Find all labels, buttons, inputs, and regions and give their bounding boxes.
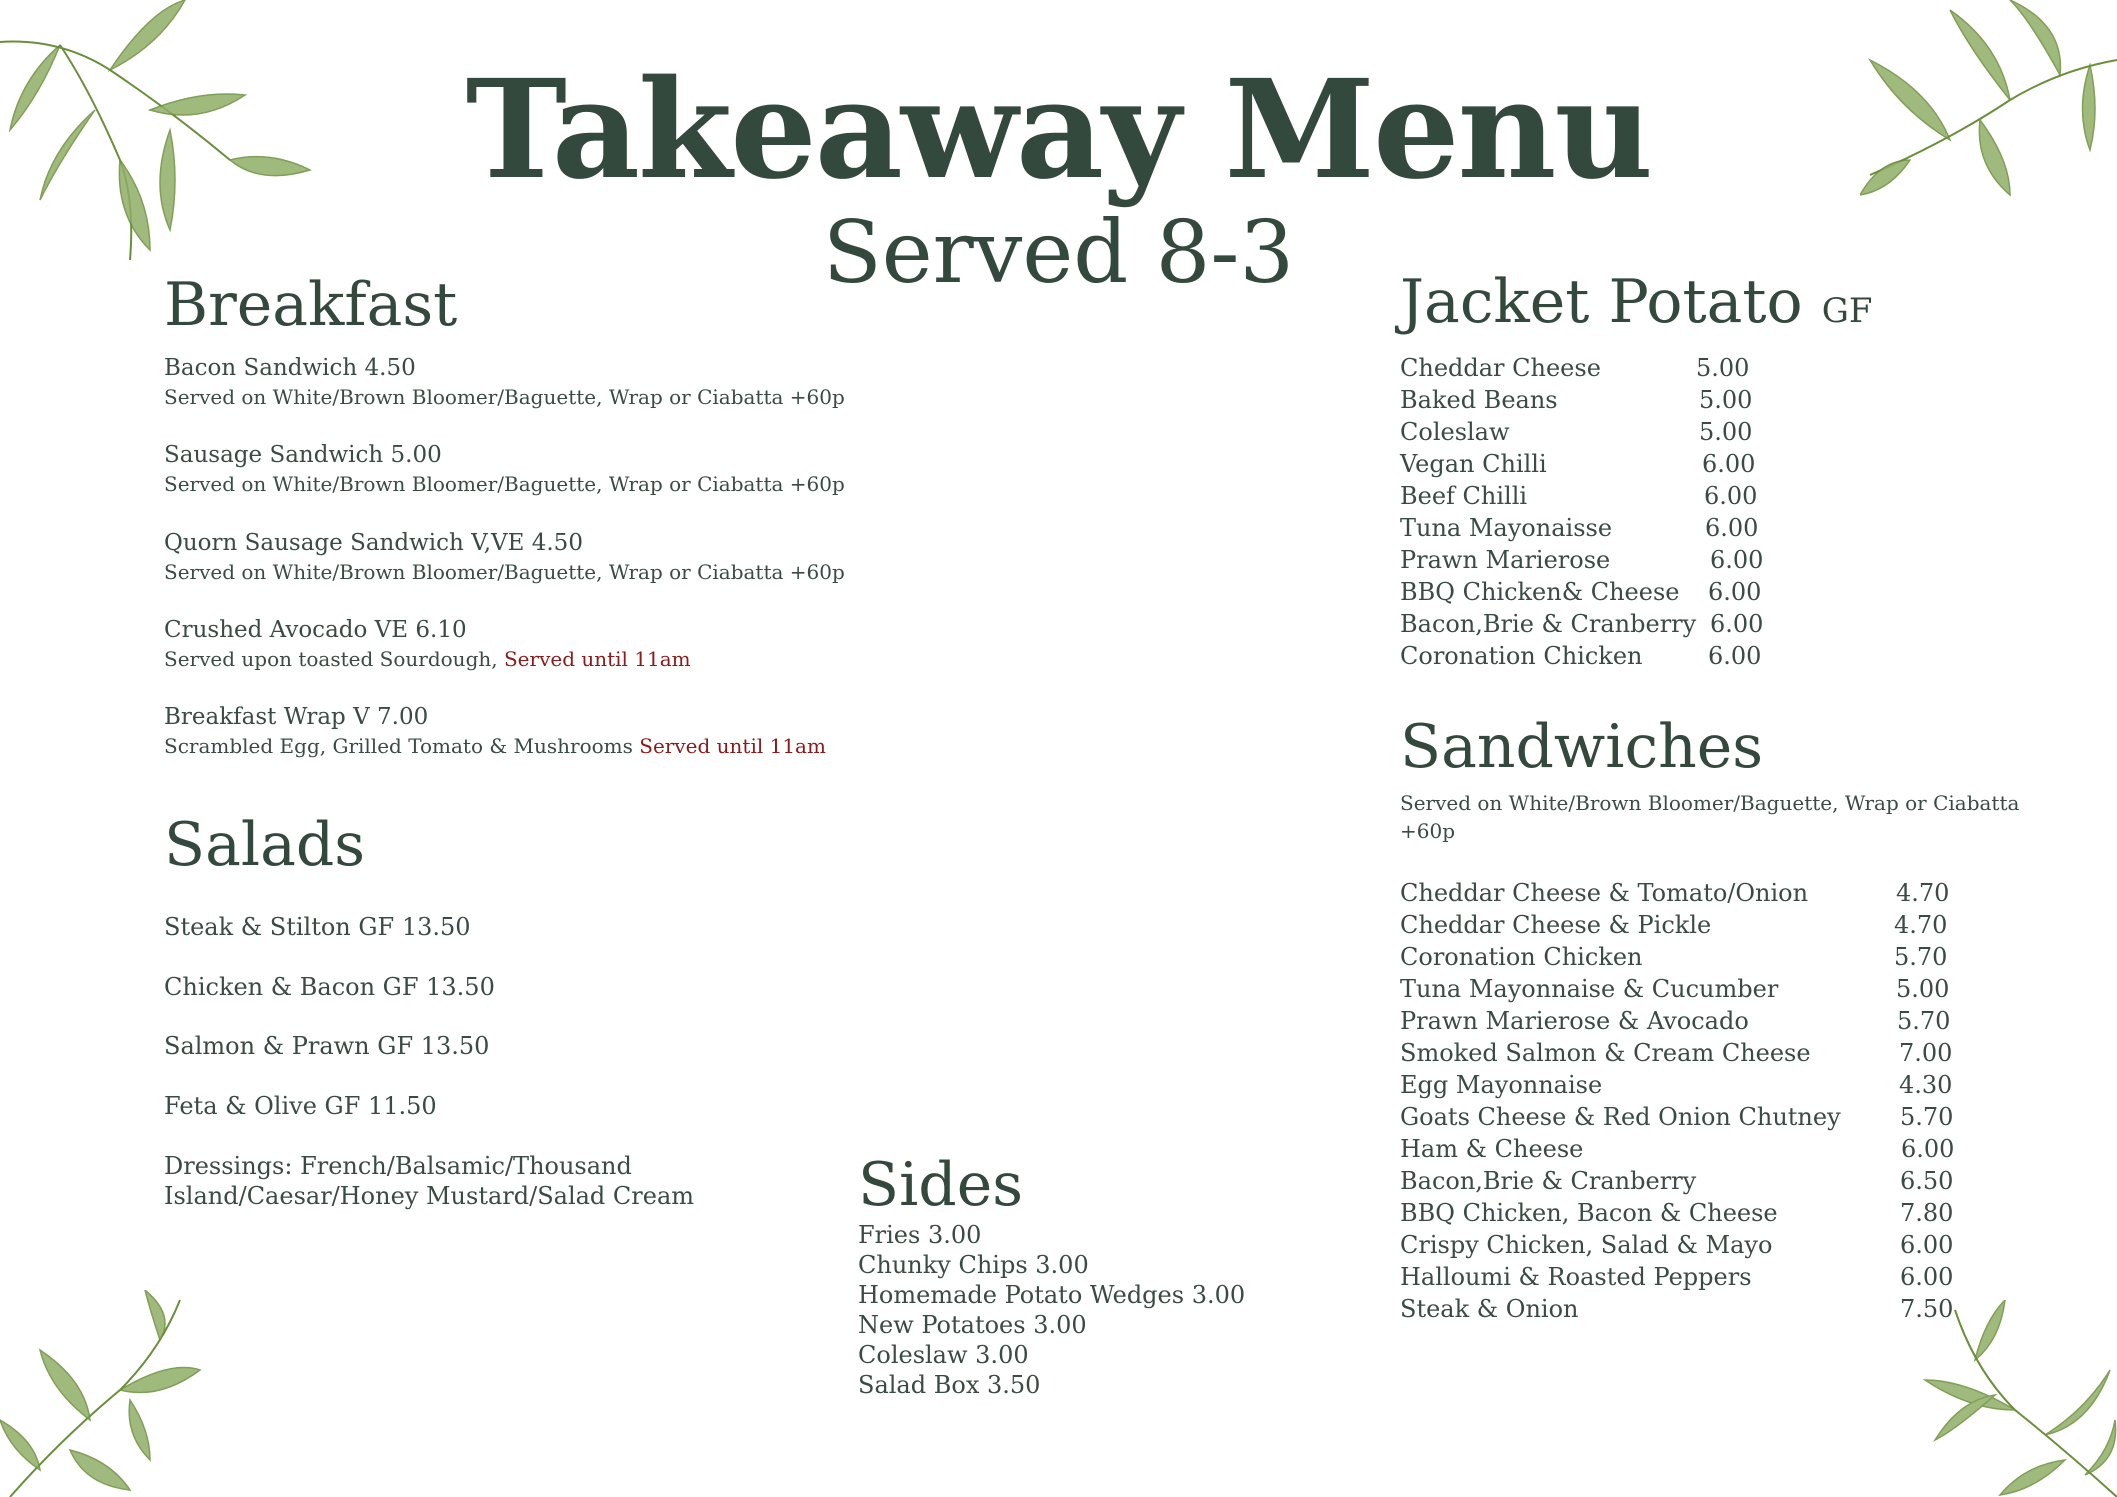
menu-row: Halloumi & Roasted Peppers 6.00	[1400, 1263, 1954, 1291]
jacket-potato-list	[1400, 354, 1820, 674]
salads-heading: Salads	[164, 810, 366, 880]
side-item: Salad Box 3.50	[858, 1371, 1041, 1399]
menu-row: Coleslaw 5.00	[1400, 418, 1753, 446]
item-desc: Served upon toasted Sourdough, Served until 11am	[164, 647, 691, 671]
menu-row: Cheddar Cheese & Pickle 4.70	[1400, 911, 1948, 939]
menu-row: Tuna Mayonaisse 6.00	[1400, 514, 1759, 542]
item-name: Quorn Sausage Sandwich V,VE 4.50	[164, 530, 583, 556]
menu-row: Steak & Onion 7.50	[1400, 1295, 1954, 1323]
menu-row: Bacon,Brie & Cranberry 6.00	[1400, 610, 1764, 638]
item-desc: Served on White/Brown Bloomer/Baguette, Wrap or Ciabatta +60p	[164, 385, 845, 409]
item-name: Breakfast Wrap V 7.00	[164, 704, 429, 730]
menu-row: Prawn Marierose & Avocado 5.70	[1400, 1007, 1951, 1035]
menu-row: Cheddar Cheese & Tomato/Onion 4.70	[1400, 879, 1950, 907]
item-desc: Scrambled Egg, Grilled Tomato & Mushrooms Served until 11am	[164, 734, 826, 758]
item-desc: Served on White/Brown Bloomer/Baguette, Wrap or Ciabatta +60p	[164, 560, 845, 584]
menu-row: Ham & Cheese 6.00	[1400, 1135, 1955, 1163]
sandwiches-desc: Served on White/Brown Bloomer/Baguette, Wrap or Ciabatta +60p	[1400, 791, 2020, 843]
item-name: Bacon Sandwich 4.50	[164, 355, 416, 381]
page-title: Takeaway Menu	[465, 50, 1652, 210]
menu-row: BBQ Chicken& Cheese 6.00	[1400, 578, 1762, 606]
item-desc: Served on White/Brown Bloomer/Baguette, Wrap or Ciabatta +60p	[164, 472, 845, 496]
salad-item: Salmon & Prawn GF 13.50	[164, 1032, 490, 1060]
menu-row: Tuna Mayonnaise & Cucumber 5.00	[1400, 975, 1950, 1003]
salad-item: Steak & Stilton GF 13.50	[164, 913, 471, 941]
served-until-note: Served until 11am	[639, 734, 826, 758]
menu-row: Egg Mayonnaise 4.30	[1400, 1071, 1953, 1099]
menu-row: Coronation Chicken 5.70	[1400, 943, 1948, 971]
salad-dressings: Dressings: French/Balsamic/Thousand Island/Caesar/Honey Mustard/Salad Cream	[164, 1152, 695, 1210]
breakfast-item	[164, 528, 845, 586]
jacket-potato-heading: Jacket Potato GF	[1400, 267, 1873, 337]
leaf-branch-bottom-left-icon	[0, 1290, 210, 1497]
breakfast-item	[164, 440, 845, 498]
breakfast-heading: Breakfast	[164, 270, 458, 340]
item-name: Sausage Sandwich 5.00	[164, 442, 442, 468]
breakfast-item	[164, 353, 845, 411]
side-item: Homemade Potato Wedges 3.00	[858, 1281, 1246, 1309]
sandwiches-list	[1400, 879, 1960, 1329]
breakfast-item	[164, 615, 691, 673]
salad-item: Chicken & Bacon GF 13.50	[164, 973, 495, 1001]
menu-row: Crispy Chicken, Salad & Mayo 6.00	[1400, 1231, 1954, 1259]
side-item: New Potatoes 3.00	[858, 1311, 1087, 1339]
sides-list	[858, 1220, 1245, 1400]
gluten-free-tag: GF	[1821, 291, 1873, 331]
menu-row: Coronation Chicken 6.00	[1400, 642, 1762, 670]
menu-row: Goats Cheese & Red Onion Chutney 5.70	[1400, 1103, 1954, 1131]
menu-row: Cheddar Cheese 5.00	[1400, 354, 1750, 382]
menu-row: BBQ Chicken, Bacon & Cheese 7.80	[1400, 1199, 1954, 1227]
breakfast-item	[164, 702, 826, 760]
leaf-branch-bottom-right-icon	[1915, 1300, 2117, 1497]
menu-row: Smoked Salmon & Cream Cheese 7.00	[1400, 1039, 1953, 1067]
page-subtitle: Served 8-3	[822, 203, 1295, 303]
side-item: Coleslaw 3.00	[858, 1341, 1029, 1369]
menu-row: Beef Chilli 6.00	[1400, 482, 1758, 510]
side-item: Chunky Chips 3.00	[858, 1251, 1089, 1279]
salad-item: Feta & Olive GF 11.50	[164, 1092, 437, 1120]
menu-row: Vegan Chilli 6.00	[1400, 450, 1756, 478]
menu-row: Baked Beans 5.00	[1400, 386, 1753, 414]
item-name: Crushed Avocado VE 6.10	[164, 617, 467, 643]
sandwiches-heading: Sandwiches	[1400, 712, 1764, 782]
sides-heading: Sides	[858, 1150, 1023, 1220]
menu-row: Prawn Marierose 6.00	[1400, 546, 1764, 574]
side-item: Fries 3.00	[858, 1221, 982, 1249]
menu-row: Bacon,Brie & Cranberry 6.50	[1400, 1167, 1954, 1195]
served-until-note: Served until 11am	[503, 647, 691, 671]
